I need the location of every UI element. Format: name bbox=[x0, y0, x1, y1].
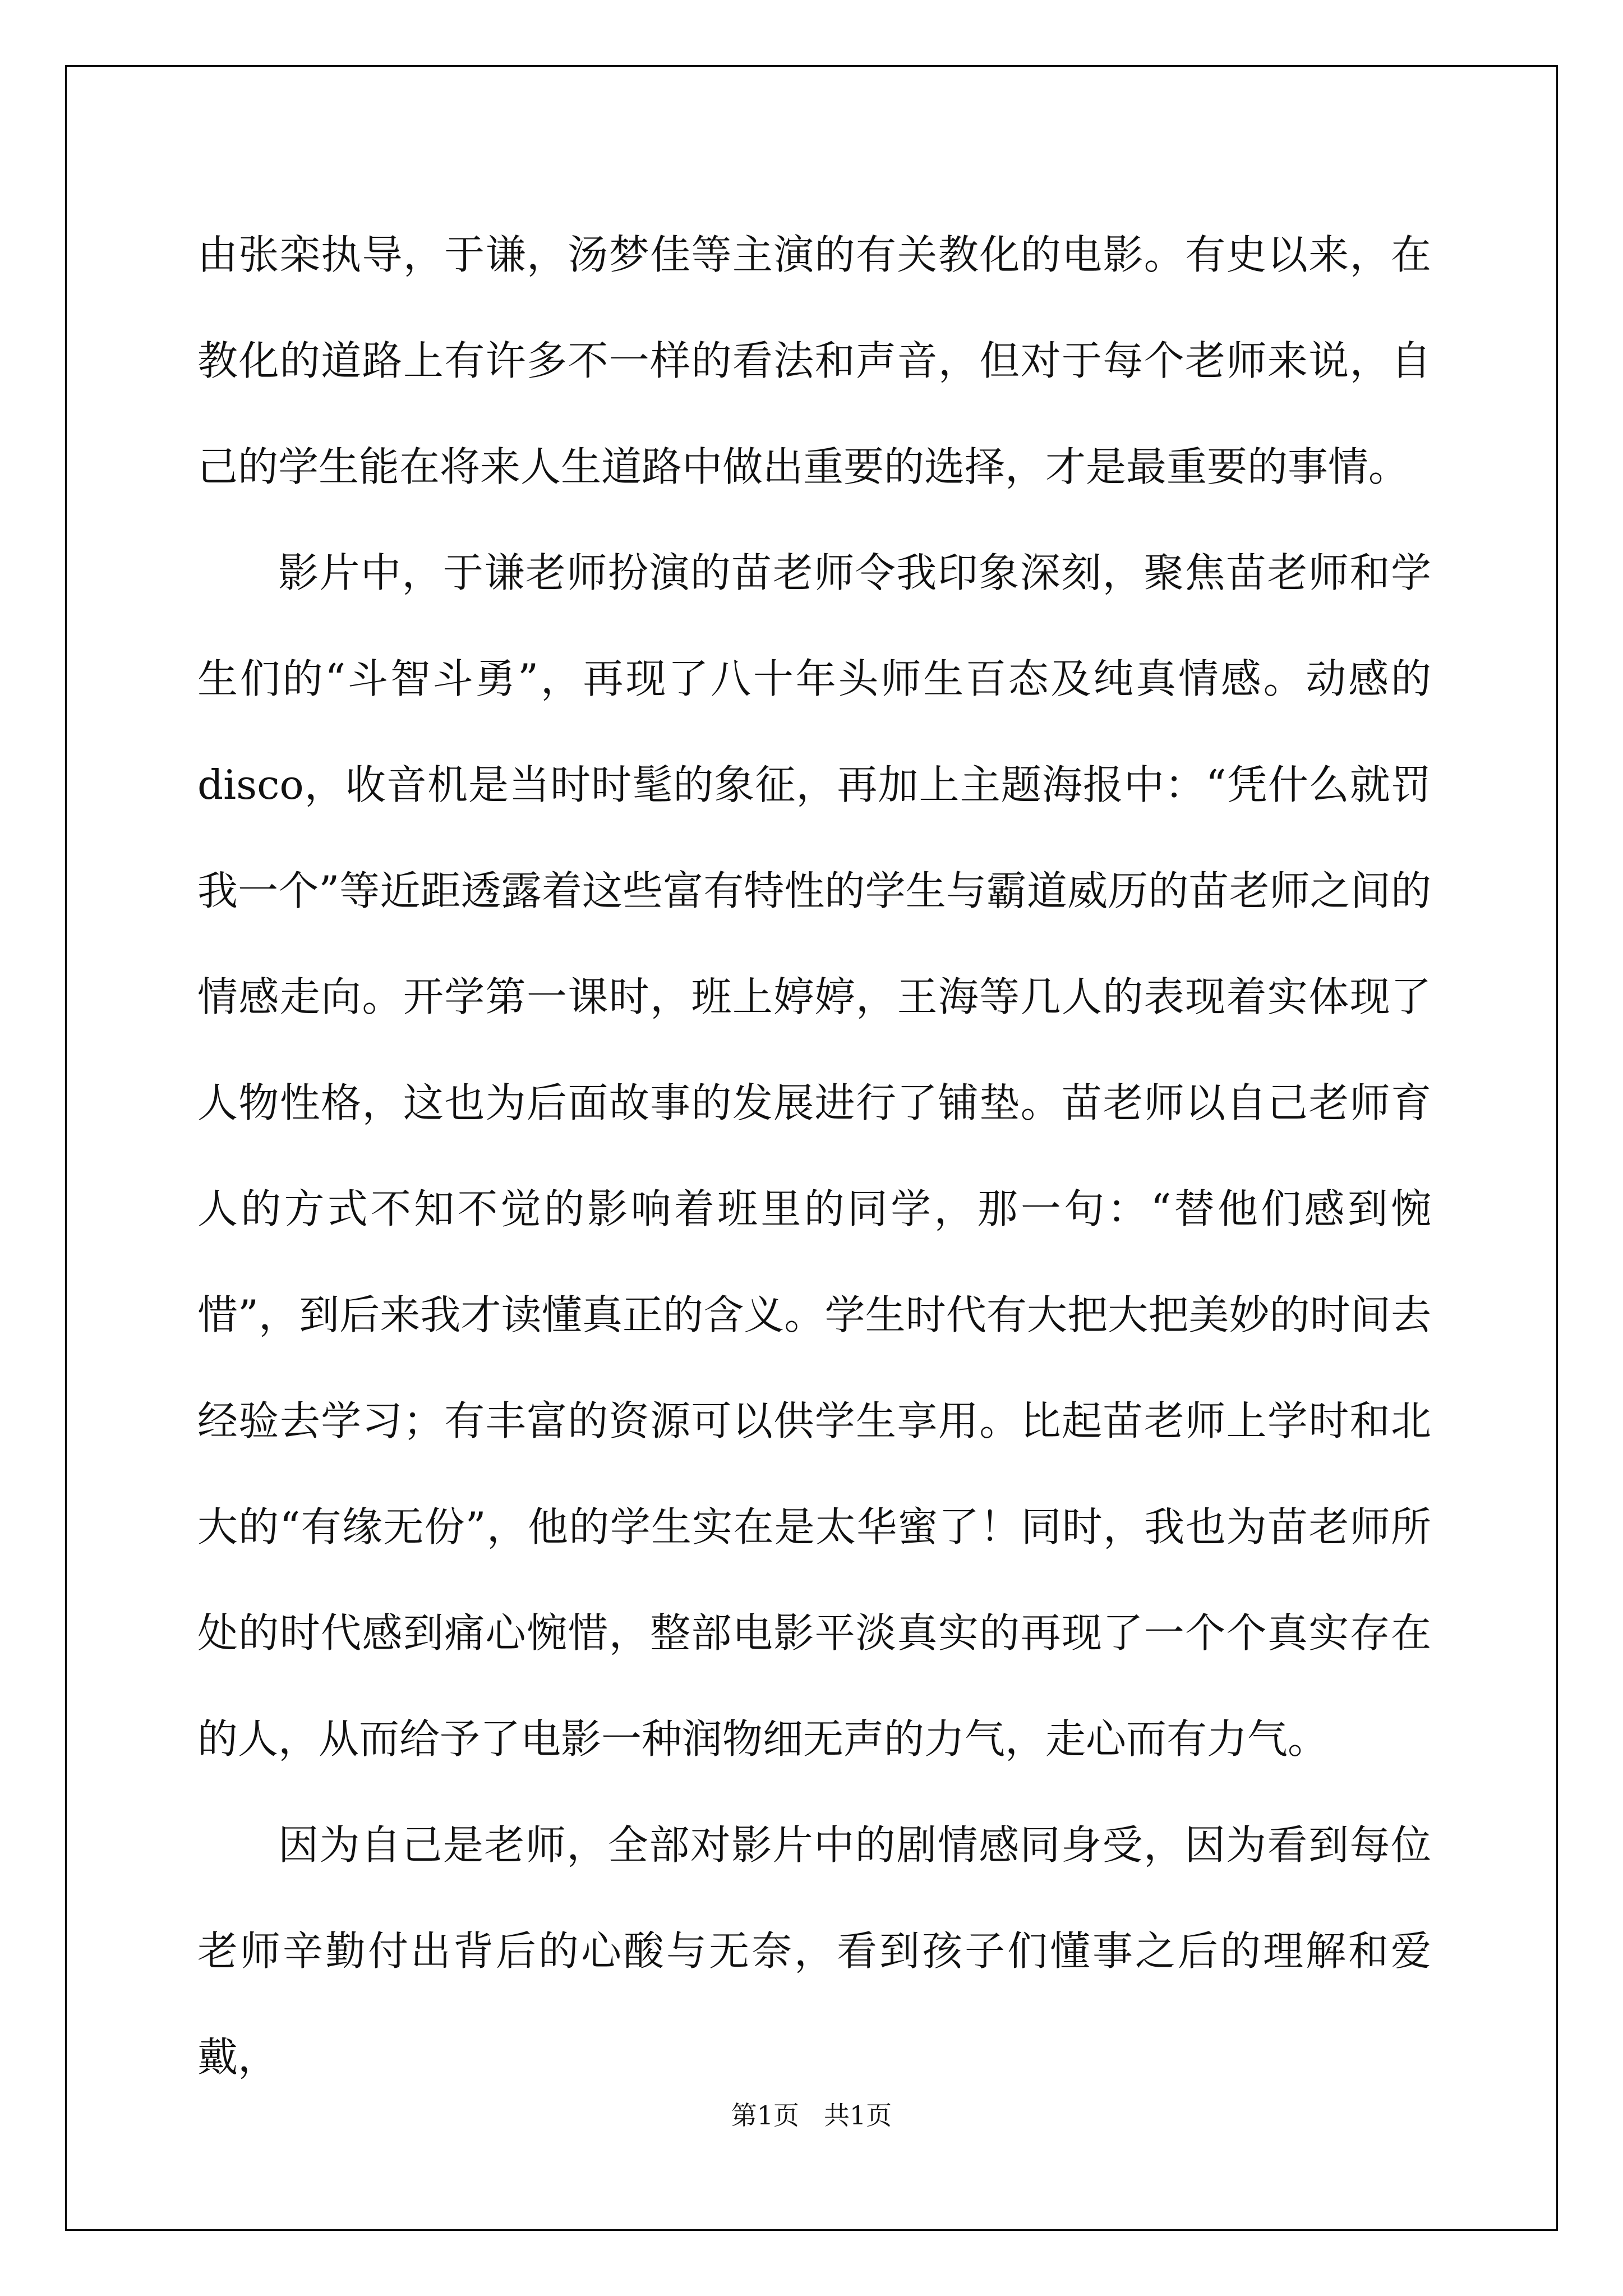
paragraph-3: 因为自己是老师，全部对影片中的剧情感同身受，因为看到每位老师辛勤付出背后的心酸与无奈，看到孩子们懂事之后的理解和爱戴， bbox=[197, 1821, 1431, 2081]
page-footer bbox=[0, 2095, 1623, 2132]
document-body bbox=[197, 202, 1431, 2110]
paragraph-2: 影片中，于谦老师扮演的苗老师令我印象深刻，聚焦苗老师和学生们的“斗智斗勇”，再现了八十年头师生百态及纯真情感。动感的disco，收音机是当时时髦的象征，再加上主题海报中：“凭什么就罚我一个”等近距透露着这些富有特性的学生与霸道威历的苗老师之间的情感走向。开学第一课时，班上婷婷，王海等几人的表现着实体现了人物性格，这也为后面故事的发展进行了铺垫。苗老师以自己老师育人的方式不知不觉的影响着班里的同学，那一句：“替他们感到惋惜”，到后来我才读懂真正的含义。学生时代有大把大把美妙的时间去经验去学习；有丰富的资源可以供学生享用。比起苗老师上学时和北大的“有缘无份”，他的学生实在是太华蜜了！同时，我也为苗老师所处的时代感到痛心惋惜，整部电影平淡真实的再现了一个个真实存在的人，从而给予了电影一种润物细无声的力气，走心而有力气。 bbox=[197, 549, 1431, 1763]
total-pages-label: 共1页 bbox=[823, 2100, 892, 2131]
footer-gap bbox=[799, 2100, 824, 2131]
current-page-label: 第1页 bbox=[731, 2100, 800, 2131]
paragraph-1: 由张栾执导，于谦，汤梦佳等主演的有关教化的电影。有史以来，在教化的道路上有许多不一样的看法和声音，但对于每个老师来说，自己的学生能在将来人生道路中做出重要的选择，才是最重要的事情。 bbox=[197, 231, 1431, 490]
